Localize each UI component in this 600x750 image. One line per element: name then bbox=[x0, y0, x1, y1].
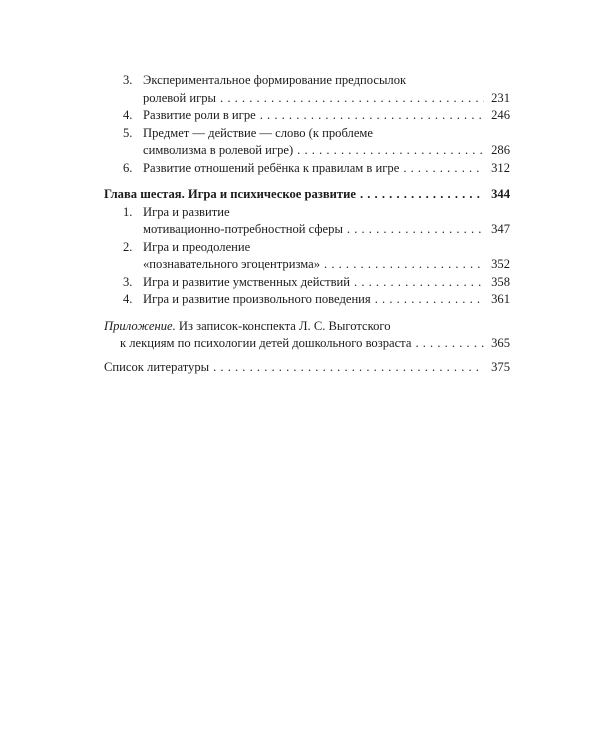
dot-leader bbox=[324, 256, 484, 274]
appendix-title-line: Из записок-конспекта Л. С. Выготского bbox=[175, 318, 391, 333]
entry-number: 3. bbox=[123, 274, 133, 289]
appendix-title-line: к лекциям по психологии детей дошкольного возраста bbox=[120, 336, 412, 350]
toc-appendix[interactable] bbox=[104, 318, 510, 353]
entry-title-line: «познавательного эгоцентризма» bbox=[143, 257, 321, 271]
entry-title-line: Предмет — действие — слово (к проблеме bbox=[143, 125, 373, 140]
dot-leader bbox=[354, 274, 484, 292]
page-number: 312 bbox=[491, 160, 510, 175]
entry-number: 5. bbox=[123, 125, 133, 140]
page-number: 286 bbox=[491, 143, 510, 157]
entry-title-line: ролевой игры bbox=[143, 90, 217, 105]
entry-title-line: Игра и развитие bbox=[143, 204, 230, 219]
page-number: 344 bbox=[491, 187, 510, 201]
dot-leader bbox=[360, 186, 484, 204]
entry-title-line: символизма в ролевой игре) bbox=[143, 143, 294, 157]
entry-title-line: Экспериментальное формирование предпосылок bbox=[143, 73, 407, 87]
page-number: 352 bbox=[491, 257, 510, 271]
dot-leader bbox=[375, 291, 484, 309]
toc-entry[interactable] bbox=[104, 204, 510, 239]
entry-number: 1. bbox=[123, 204, 133, 219]
entry-number: 4. bbox=[123, 108, 133, 122]
entry-title-line: Развитие отношений ребёнка к правилам в игре bbox=[143, 160, 400, 175]
dot-leader bbox=[415, 335, 484, 353]
page-number: 231 bbox=[491, 90, 510, 105]
entry-number: 4. bbox=[123, 292, 133, 306]
page-number: 365 bbox=[491, 336, 510, 350]
dot-leader bbox=[297, 142, 484, 160]
toc-entry[interactable] bbox=[104, 291, 510, 309]
entry-title-line: мотивационно-потребностной сферы bbox=[143, 222, 343, 236]
page-number: 358 bbox=[491, 274, 510, 289]
entry-title-line: Игра и развитие произвольного поведения bbox=[143, 292, 371, 306]
appendix-label: Приложение. bbox=[104, 318, 176, 333]
table-of-contents bbox=[104, 72, 510, 376]
toc-entry[interactable] bbox=[104, 274, 510, 292]
chapter-title: Глава шестая. Игра и психическое развитие bbox=[104, 187, 356, 201]
entry-title-line: Игра и преодоление bbox=[143, 239, 251, 254]
toc-chapter-heading[interactable] bbox=[104, 186, 510, 204]
page-number: 375 bbox=[491, 359, 510, 374]
toc-bibliography[interactable] bbox=[104, 359, 510, 377]
dot-leader bbox=[213, 359, 484, 377]
page-number: 361 bbox=[491, 292, 510, 306]
entry-number: 6. bbox=[123, 160, 133, 175]
dot-leader bbox=[220, 90, 484, 108]
page-number: 347 bbox=[491, 222, 510, 236]
toc-entry[interactable] bbox=[104, 72, 510, 107]
entry-title-line: Развитие роли в игре bbox=[143, 108, 256, 122]
bibliography-title: Список литературы bbox=[104, 359, 210, 374]
toc-entry[interactable] bbox=[104, 125, 510, 160]
dot-leader bbox=[403, 160, 484, 178]
dot-leader bbox=[260, 107, 484, 125]
toc-entry[interactable] bbox=[104, 239, 510, 274]
dot-leader bbox=[347, 221, 484, 239]
toc-entry[interactable] bbox=[104, 160, 510, 178]
toc-entry[interactable] bbox=[104, 107, 510, 125]
entry-title-line: Игра и развитие умственных действий bbox=[143, 274, 351, 289]
page-number: 246 bbox=[491, 108, 510, 122]
entry-number: 3. bbox=[123, 73, 133, 87]
entry-number: 2. bbox=[123, 239, 133, 254]
